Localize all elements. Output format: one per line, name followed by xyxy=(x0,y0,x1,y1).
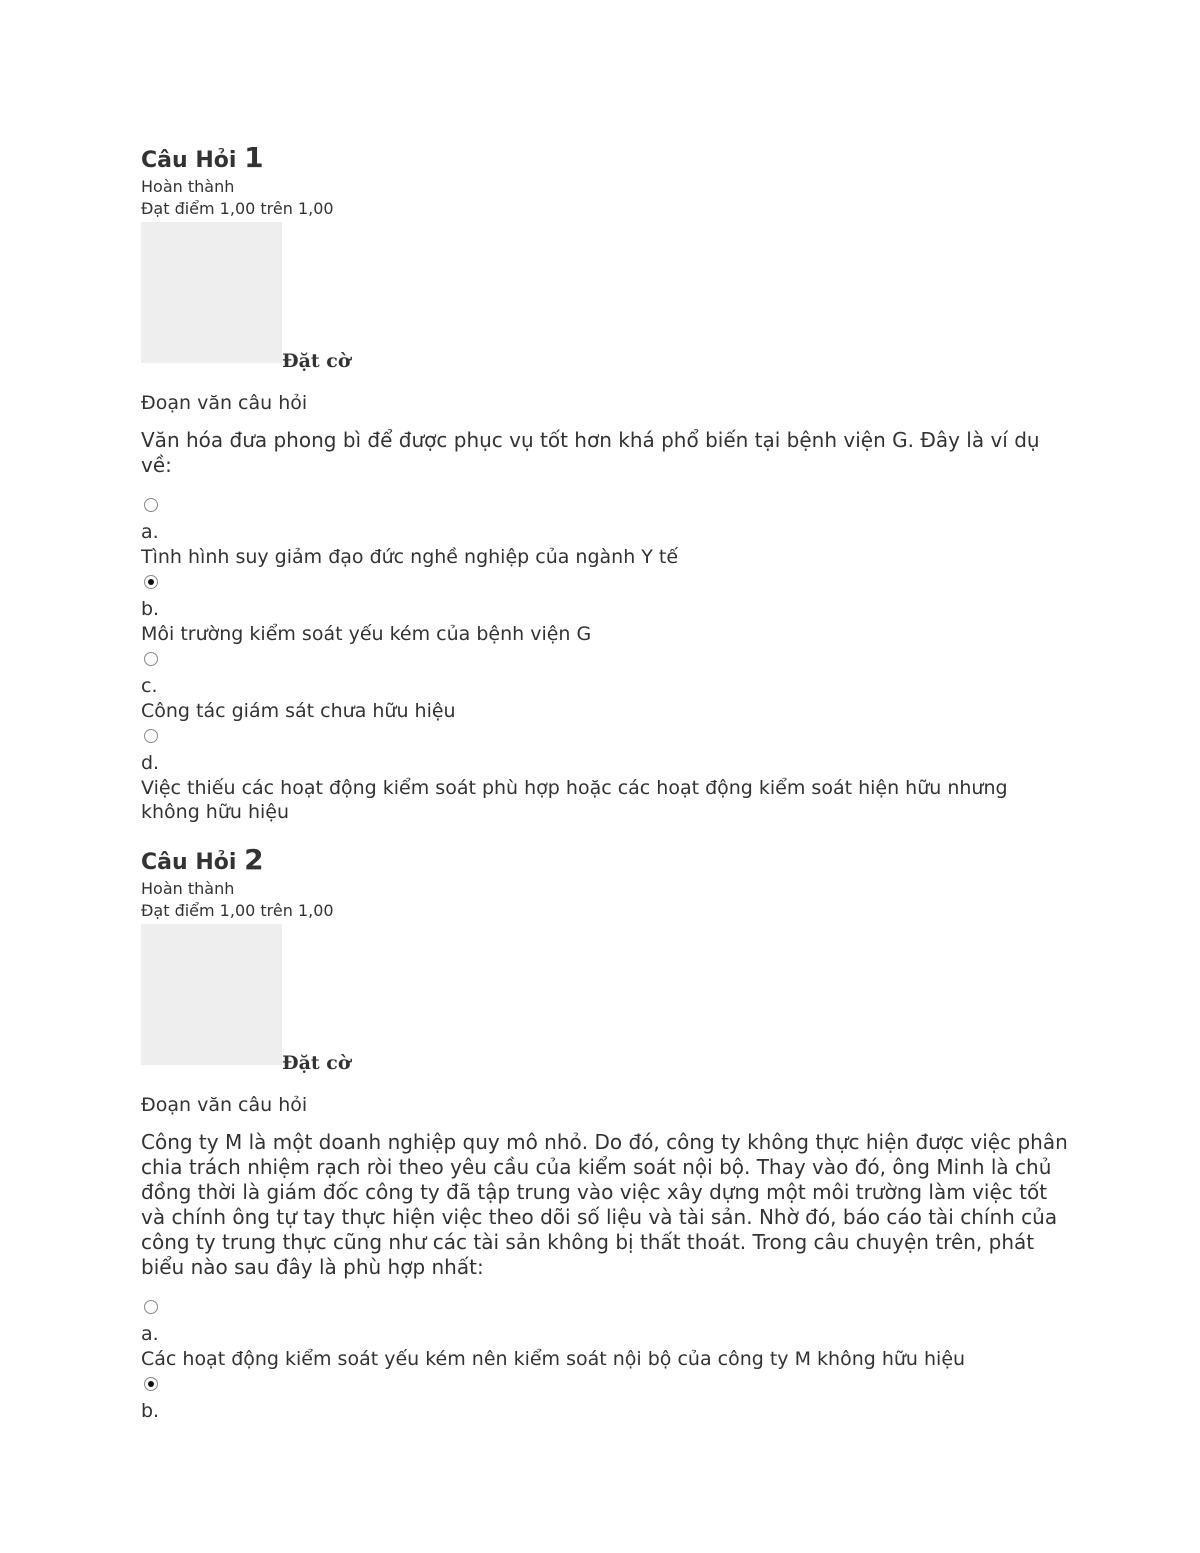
radio-button[interactable] xyxy=(144,652,158,666)
option-letter: b. xyxy=(141,598,160,620)
radio-button[interactable] xyxy=(144,1300,158,1314)
question-score: Đạt điểm 1,00 trên 1,00 xyxy=(141,901,334,920)
answer-option-c[interactable] xyxy=(141,652,1071,723)
question-title-label: Câu Hỏi xyxy=(141,148,237,173)
option-text: Công tác giám sát chưa hữu hiệu xyxy=(141,700,456,722)
question-1 xyxy=(141,140,1071,824)
flag-question-button[interactable]: Đặt cờ xyxy=(282,1052,351,1074)
option-text: Tình hình suy giảm đạo đức nghề nghiệp của ngành Y tế xyxy=(141,546,679,568)
radio-button[interactable] xyxy=(144,729,158,743)
radio-button-selected[interactable] xyxy=(144,575,158,589)
question-status: Hoàn thành xyxy=(141,177,235,196)
answer-option-a[interactable] xyxy=(141,1300,1071,1371)
option-letter: b. xyxy=(141,1400,160,1422)
question-text: Văn hóa đưa phong bì để được phục vụ tốt hơn khá phổ biến tại bệnh viện G. Đây là ví dụ về: xyxy=(141,428,1040,477)
option-text: Môi trường kiểm soát yếu kém của bệnh viện G xyxy=(141,623,592,645)
question-score: Đạt điểm 1,00 trên 1,00 xyxy=(141,199,334,218)
option-letter: a. xyxy=(141,521,159,543)
question-text: Công ty M là một doanh nghiệp quy mô nhỏ. Do đó, công ty không thực hiện được việc phân chia trách nhiệm rạch ròi theo yêu cầu của kiểm soát nội bộ. Thay vào đó, ông Minh là chủ đồng thời là giám đốc công ty đã tập trung vào việc xây dựng một môi trường làm việc tốt và chính ông tự tay thực hiện việc theo dõi số liệu và tài sản. Nhờ đó, báo cáo tài chính của công ty trung thực cũng như các tài sản không bị thất thoát. Trong câu chuyện trên, phát biểu nào sau đây là phù hợp nhất: xyxy=(141,1130,1068,1279)
question-text-heading: Đoạn văn câu hỏi xyxy=(141,1094,308,1116)
option-text: Việc thiếu các hoạt động kiểm soát phù hợp hoặc các hoạt động kiểm soát hiện hữu nhưng không hữu hiệu xyxy=(141,777,1008,823)
question-2 xyxy=(141,842,1071,1424)
radio-button-selected[interactable] xyxy=(144,1377,158,1391)
question-title-label: Câu Hỏi xyxy=(141,850,237,875)
option-letter: a. xyxy=(141,1323,159,1345)
answer-option-b[interactable] xyxy=(141,575,1071,646)
option-letter: c. xyxy=(141,675,158,697)
answer-option-b[interactable] xyxy=(141,1377,1071,1424)
question-number: 1 xyxy=(244,141,264,174)
question-number: 2 xyxy=(244,843,264,876)
flag-icon[interactable] xyxy=(141,222,282,363)
radio-button[interactable] xyxy=(144,498,158,512)
quiz-review-page xyxy=(141,140,1071,1424)
question-status: Hoàn thành xyxy=(141,879,235,898)
flag-icon[interactable] xyxy=(141,924,282,1065)
flag-question-button[interactable]: Đặt cờ xyxy=(282,350,351,372)
question-title xyxy=(141,140,1071,176)
question-text-heading: Đoạn văn câu hỏi xyxy=(141,392,308,414)
question-title xyxy=(141,842,1071,878)
answer-option-a[interactable] xyxy=(141,498,1071,569)
flag-row xyxy=(141,922,1071,1080)
flag-row xyxy=(141,220,1071,378)
option-text: Các hoạt động kiểm soát yếu kém nên kiểm soát nội bộ của công ty M không hữu hiệu xyxy=(141,1348,966,1370)
answer-option-d[interactable] xyxy=(141,729,1071,824)
option-letter: d. xyxy=(141,752,160,774)
